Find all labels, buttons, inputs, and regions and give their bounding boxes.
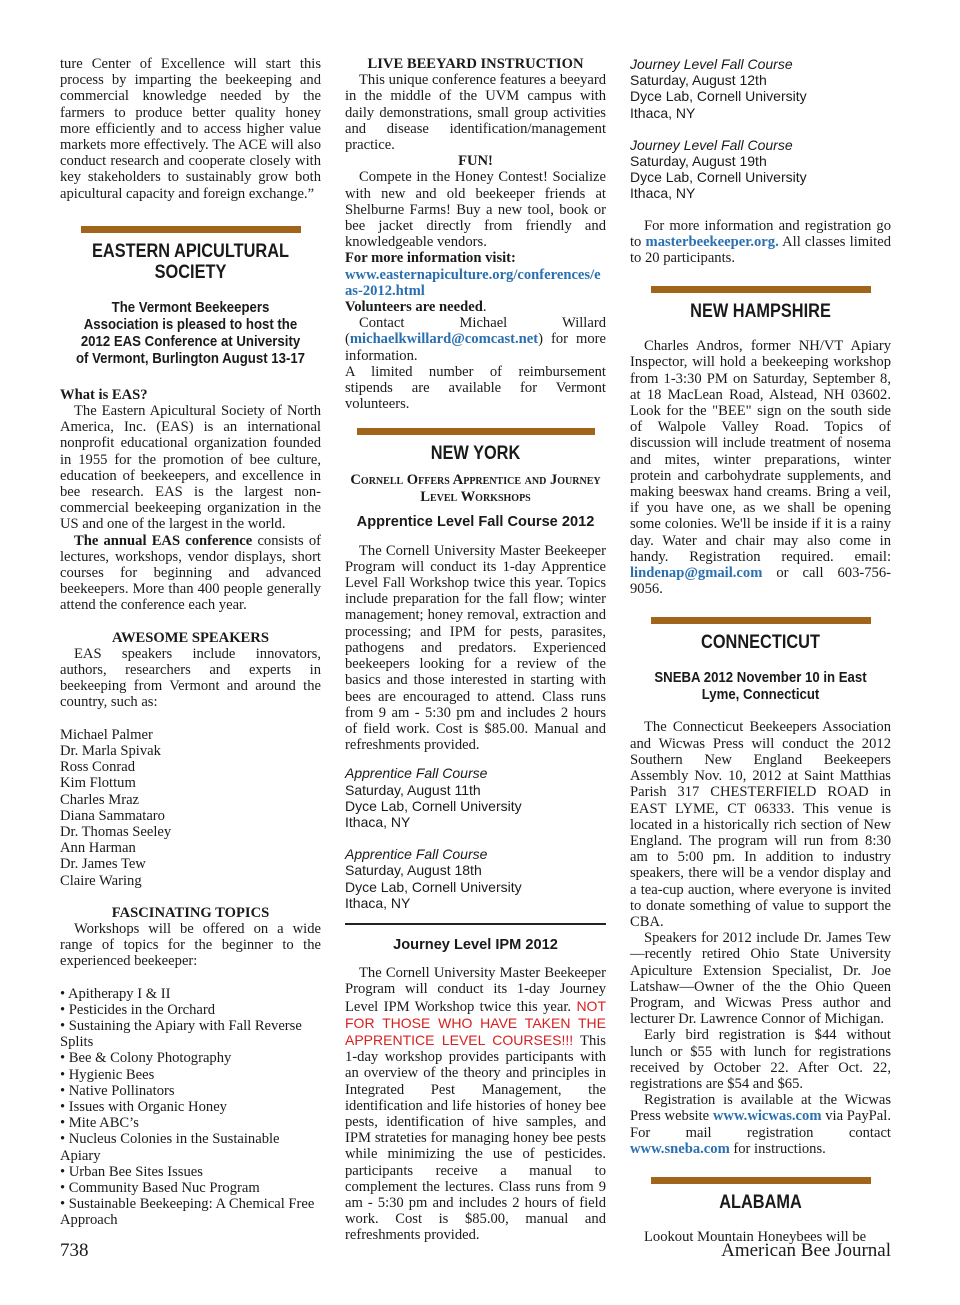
course-city: Ithaca, NY [345, 894, 411, 911]
ipm-text-1: The Cornell University Master Beekeeper Program will conduct its 1-day Journey Level IPM Workshop twice this year. [345, 965, 606, 1015]
section-rule [651, 1177, 871, 1184]
ct-text-1: The Connecticut Beekeepers Association and Wicwas Press will conduct the 2012 Southern New England Beekeepers Assembly Nov. 10, 2012 at Saint Matthias Parish 317 CHESTERFIELD ROAD in EAST LYME, CT 06333. This venue is located in a historically rich section of New England. The program will run from 8:30 am to 5:00 pm. In addition to industry speakers, there will be a vendor display and a tea-cup auction, where everyone is invited to donate something of value to support the CBA. [630, 719, 891, 930]
reg-post: All classes limited to 20 participants. [630, 233, 891, 267]
topic-item: • Bee & Colony Photography [60, 1050, 232, 1067]
ct-text-4-mid: via PayPal. For mail registration contact [630, 1108, 891, 1141]
speakers-list [60, 727, 321, 889]
apprentice-title: Apprentice Level Fall Course 2012 [356, 514, 595, 531]
column-2 [345, 56, 606, 1244]
speakers-text: EAS speakers include innovators, authors, researchers and experts in beekeeping from Vermont and around the country, such as: [60, 645, 321, 711]
alabama-heading: ALABAMA [719, 1191, 802, 1213]
connecticut-heading: CONNECTICUT [701, 632, 820, 654]
intro-paragraph: ture Center of Excellence will start this process by imparting the beekeeping and commercial knowledge needed by the farmers to produce better quality honey more efficiently and to access higher value markets more effectively. The ACE will also conduct research and cooperate closely with key stakeholders to sustainably grow both apicultural capacity and foreign exchange.” [60, 56, 321, 202]
topic-item: • Hygienic Bees [60, 1066, 155, 1083]
eas-url-link[interactable]: www.easternapiculture.org/conferences/eas-2012.html [345, 266, 601, 299]
annual-text: consists of lectures, workshops, vendor displays, short courses for beginning and advanced beekeepers. More than 400 people generally attend the conference each year. [60, 532, 322, 614]
ipm-text [345, 965, 606, 1243]
topic-item: • Nucleus Colonies in the Sustainable Apiary [60, 1131, 280, 1164]
topic-item: • Sustainable Beekeeping: A Chemical Free Approach [60, 1196, 315, 1229]
nh-email-link[interactable]: lindenap@gmail.com [630, 565, 763, 582]
speaker-item: Claire Waring [60, 872, 142, 889]
registration-paragraph [630, 218, 891, 267]
ct-text-4-post: for instructions. [729, 1140, 826, 1157]
topic-item: • Apitherapy I & II [60, 985, 171, 1002]
course-name: Apprentice Fall Course [345, 846, 488, 863]
wicwas-link[interactable]: www.wicwas.com [712, 1108, 822, 1125]
annual-bold: The annual EAS conference [74, 532, 253, 549]
annual-conference-paragraph [60, 533, 321, 614]
speaker-item: Kim Flottum [60, 775, 136, 792]
ct-subheading: SNEBA 2012 November 10 in East Lyme, Connecticut [654, 669, 867, 704]
nh-text: Charles Andros, former NH/VT Apiary Inspector, will hold a beekeeping workshop from 1-3:30 PM on Saturday, September 8, at 18 MacLean Road, Alstead, NH 03602. Look for the "BEE" sign on the south side of Walpole Valley Road. Topics of discussion will include treatment of nosema and mites, winter preparations, winter protein and carbohydrate supplements, and making beeswax hand creams. Bring a veil, if you have one, as we shall be opening some colonies. We'll be inside if it is a rainy day. Water and chair may also come in handy. Registration required. email: [630, 338, 891, 565]
live-beeyard-title: LIVE BEEYARD INSTRUCTION [367, 56, 584, 72]
course-city: Ithaca, NY [630, 185, 696, 202]
contact-email-link[interactable]: michaelkwillard@comcast.net [349, 331, 539, 348]
what-is-eas-title: What is EAS? [60, 386, 148, 403]
topics-text: Workshops will be offered on a wide range of topics for the beginner to the experienced beekeeper: [60, 920, 321, 970]
nh-post: or call 603-756-9056. [630, 565, 891, 598]
ipm-title: Journey Level IPM 2012 [393, 936, 558, 953]
speaker-item: Charles Mraz [60, 791, 140, 808]
reg-pre: For more information and registration go to [630, 217, 891, 250]
section-rule [357, 428, 595, 435]
new-york-heading: NEW YORK [430, 443, 521, 465]
course-date: Saturday, August 18th [345, 862, 482, 879]
speaker-item: Dr. Thomas Seeley [60, 823, 172, 840]
section-rule [651, 286, 871, 293]
speaker-item: Dr. James Tew [60, 856, 146, 873]
stipends-text: A limited number of reimbursement stipends are available for Vermont volunteers. [345, 363, 606, 413]
ny-subheading: Cornell Offers Apprentice and Journey Level Workshops [350, 472, 601, 506]
topic-item: • Community Based Nuc Program [60, 1179, 260, 1196]
more-info-label: For more information visit: [345, 250, 516, 267]
section-rule [81, 226, 301, 233]
page-number: 738 [60, 1240, 89, 1261]
topics-list [60, 986, 321, 1229]
fun-text: Compete in the Honey Contest! Socialize with new and old beekeeper friends at Shelburne Farms! Buy a new tool, book or bee jacket directly from friendly and knowledgeable vendors. [345, 169, 606, 251]
course-date: Saturday, August 11th [345, 781, 481, 798]
masterbeekeeper-link[interactable]: masterbeekeeper.org. [645, 233, 779, 250]
alabama-text: Lookout Mountain Honeybees will be [644, 1228, 867, 1245]
course-name: Journey Level Fall Course [630, 136, 793, 153]
course-city: Ithaca, NY [630, 104, 696, 121]
ipm-warning: NOT FOR THOSE WHO HAVE TAKEN THE APPRENTICE LEVEL COURSES!!! [345, 997, 606, 1048]
ct-registration-paragraph [630, 1092, 891, 1157]
contact-pre: Contact Michael Willard ( [345, 315, 606, 348]
ct-text-2: Speakers for 2012 include Dr. James Tew—recently retired Ohio State University Apiculture Extension Specialist, Dr. Joe Latshaw—Owner of the the Ohio Queen Program, and Wicwas Press author and lecturer Dr. Lawrence Connor of Michigan. [630, 930, 891, 1028]
course-location: Dyce Lab, Cornell University [345, 797, 522, 814]
column-1 [60, 56, 321, 1229]
contact-paragraph [345, 315, 606, 364]
topic-item: • Pesticides in the Orchard [60, 1001, 216, 1018]
topic-item: • Issues with Organic Honey [60, 1098, 227, 1115]
course-city: Ithaca, NY [345, 813, 411, 830]
volunteers-line: Volunteers are needed. [345, 299, 487, 316]
course-location: Dyce Lab, Cornell University [630, 88, 807, 105]
course-date: Saturday, August 12th [630, 72, 767, 89]
course-name: Journey Level Fall Course [630, 56, 793, 72]
course-location: Dyce Lab, Cornell University [630, 169, 807, 186]
speaker-item: Diana Sammataro [60, 807, 165, 824]
ct-text-3: Early bird registration is $44 without lunch or $55 with lunch for registrations received by October 22. After Oct. 22, registrations are $54 and $65. [630, 1027, 891, 1092]
sneba-link[interactable]: www.sneba.com [630, 1140, 730, 1157]
apprentice-course-2 [345, 846, 606, 911]
topics-title: FASCINATING TOPICS [111, 904, 270, 921]
speakers-title: AWESOME SPEAKERS [112, 629, 269, 646]
topic-item: • Urban Bee Sites Issues [60, 1163, 203, 1180]
live-beeyard-text: This unique conference features a beeyard in the middle of the UVM campus with daily demonstrations, small group activities and disease identification/management practice. [345, 72, 606, 154]
apprentice-course-1 [345, 765, 606, 830]
nh-paragraph [630, 338, 891, 597]
new-hampshire-heading: NEW HAMPSHIRE [690, 301, 831, 323]
ct-text-4-pre: Registration is available at the Wicwas Press website [630, 1092, 891, 1125]
contact-post: ) for more information. [345, 331, 606, 364]
journey-course-2 [630, 137, 891, 202]
column-3 [630, 56, 891, 1245]
course-location: Dyce Lab, Cornell University [345, 878, 522, 895]
speaker-item: Michael Palmer [60, 726, 153, 743]
topic-item: • Native Pollinators [60, 1082, 175, 1099]
ipm-text-2: This 1-day workshop provides participants with an overview of the theory and principles in Integrated Pest Management, the identification and life histories of honey bee pests, identification of hive samples, and IPM strateties for managing honey bee pests while minimizing the use of pesticides. participants receive a manual to complement the lectures. Class runs from 9 am - 5:30 pm and includes 2 hours of field work. Cost is $85.00, manual and refreshments provided. [345, 1032, 606, 1244]
apprentice-text: The Cornell University Master Beekeeper Program will conduct its 1-day Apprentice Level Fall Workshop twice this year. Topics include preparation for the fall flow; winter management; honey removal, extraction and processing; and IPM for pests, parasites, pathogens and predators. Experienced beekeepers looking for a review of the basics and those interested in starting with bees are encouraged to attend. Class runs from 9 am - 5:30 pm and includes 2 hours of field work. Cost is $85.00. Manual and refreshments provided. [345, 542, 606, 754]
speaker-item: Ann Harman [60, 840, 136, 857]
course-date: Saturday, August 19th [630, 153, 767, 170]
what-is-eas-text: The Eastern Apicultural Society of North America, Inc. (EAS) is an international nonprofit educational organization founded in 1955 for the promotion of bee culture, education of beekeepers, and excellence in bee research. EAS is the largest non-commercial beekeeping organization in the US and one of the largest in the world. [60, 403, 321, 533]
volunteers-text: Volunteers are needed [345, 299, 483, 316]
speaker-item: Ross Conrad [60, 759, 135, 776]
eas-subheading: The Vermont Beekeepers Association is pleased to host the 2012 EAS Conference at University of Vermont, Burlington August 13-17 [75, 298, 306, 367]
topic-item: • Mite ABC’s [60, 1115, 139, 1132]
fun-title: FUN! [458, 153, 493, 170]
speaker-item: Dr. Marla Spivak [60, 742, 161, 759]
journal-name: American Bee Journal [721, 1240, 891, 1261]
section-rule [651, 617, 871, 624]
eas-heading: EASTERN APICULTURAL SOCIETY [92, 240, 289, 283]
course-name: Apprentice Fall Course [345, 765, 488, 782]
journey-course-1 [630, 56, 891, 121]
topic-item: • Sustaining the Apiary with Fall Reverse Splits [60, 1017, 302, 1051]
